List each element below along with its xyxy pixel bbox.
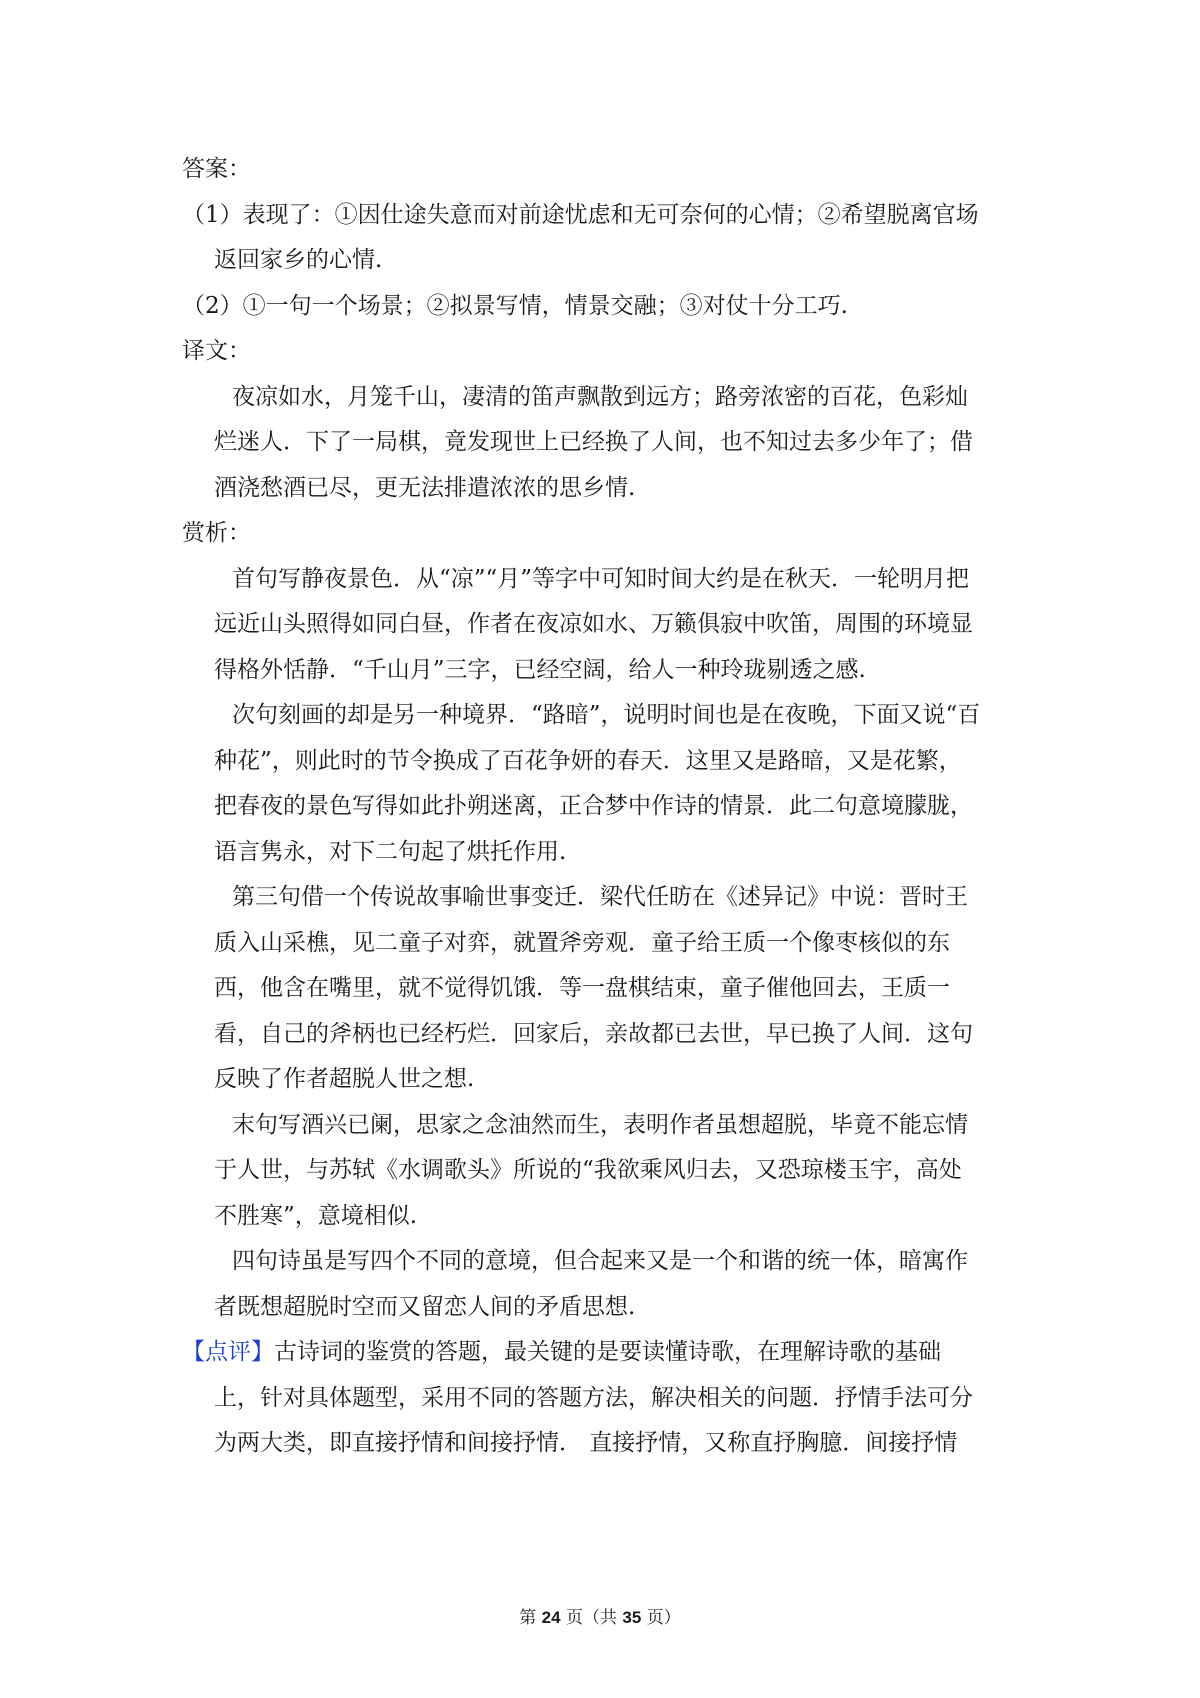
analysis-line: 远近山头照得如同白昼，作者在夜凉如水、万籁俱寂中吹笛，周围的环境显: [214, 611, 973, 637]
answer-2-line: （2）①一句一个场景；②拟景写情，情景交融；③对仗十分工巧.: [182, 292, 848, 319]
comment-text: 古诗词的鉴赏的答题，最关键的是要读懂诗歌，在理解诗歌的基础: [274, 1339, 941, 1365]
answer-heading: 答案：: [182, 156, 251, 182]
comment-line: [182, 1330, 1032, 1376]
footer-middle: 页（共: [560, 1608, 623, 1628]
footer-suffix: 页）: [641, 1608, 681, 1628]
analysis-line: 首句写静夜景色．从“凉”“月”等字中可知时间大约是在秋天．一轮明月把: [232, 565, 970, 592]
comment-tag: 【点评】: [182, 1339, 274, 1365]
analysis-heading: 赏析：: [182, 520, 251, 546]
footer-total-pages: 35: [622, 1608, 642, 1627]
comment-line: 为两大类，即直接抒情和间接抒情． 直接抒情，又称直抒胸臆．间接抒情: [214, 1430, 958, 1456]
translation-line: 烂迷人．下了一局棋，竟发现世上已经换了人间，也不知过去多少年了；借: [214, 429, 973, 455]
analysis-line: 反映了作者超脱人世之想.: [214, 1066, 475, 1092]
analysis-line: 质入山采樵，见二童子对弈，就置斧旁观．童子给王质一个像枣核似的东: [214, 929, 950, 956]
analysis-line: 种花”，则此时的节令换成了百花争妍的春天．这里又是路暗，又是花繁，: [214, 747, 962, 774]
footer-prefix: 第: [519, 1608, 542, 1628]
footer-page-number: 24: [541, 1608, 561, 1627]
analysis-line: 者既想超脱时空而又留恋人间的矛盾思想.: [214, 1293, 636, 1320]
analysis-line: 得格外恬静．“千山月”三字，已经空阔，给人一种玲珑剔透之感.: [214, 656, 866, 683]
analysis-line: 把春夜的景色写得如此扑朔迷离，正合梦中作诗的情景．此二句意境朦胧，: [214, 793, 973, 819]
translation-heading: 译文：: [182, 338, 251, 364]
analysis-line: 第三句借一个传说故事喻世事变迁．梁代任昉在《述异记》中说：晋时王: [232, 884, 968, 910]
analysis-line: 不胜寒”，意境相似.: [214, 1202, 418, 1229]
analysis-line: 末句写酒兴已阑，思家之念油然而生，表明作者虽想超脱，毕竟不能忘情: [232, 1111, 968, 1138]
analysis-line: 西，他含在嘴里，就不觉得饥饿．等一盘棋结束，童子催他回去，王质一: [214, 975, 950, 1001]
analysis-line: 次句刻画的却是另一种境界．“路暗”，说明时间也是在夜晚，下面又说“百: [232, 702, 981, 728]
translation-line: 酒浇愁酒已尽，更无法排遣浓浓的思乡情.: [214, 474, 636, 501]
page-footer: [0, 1607, 1200, 1629]
comment-line: 上，针对具体题型，采用不同的答题方法，解决相关的问题．抒情手法可分: [214, 1384, 973, 1411]
translation-line: 夜凉如水，月笼千山，凄清的笛声飘散到远方；路旁浓密的百花，色彩灿: [232, 383, 968, 410]
analysis-line: 于人世，与苏轼《水调歌头》所说的“我欲乘风归去，又恐琼楼玉宇，高处: [214, 1157, 962, 1183]
answer-1-line: 返回家乡的心情.: [214, 247, 383, 273]
analysis-line: 四句诗虽是写四个不同的意境，但合起来又是一个和谐的统一体，暗寓作: [232, 1248, 968, 1274]
analysis-line: 语言隽永，对下二句起了烘托作用.: [214, 838, 567, 865]
analysis-line: 看，自己的斧柄也已经朽烂．回家后，亲故都已去世，早已换了人间．这句: [214, 1020, 973, 1047]
answer-1-line: （1）表现了：①因仕途失意而对前途忧虑和无可奈何的心情；②希望脱离官场: [182, 201, 979, 228]
document-body: [182, 147, 1032, 1467]
